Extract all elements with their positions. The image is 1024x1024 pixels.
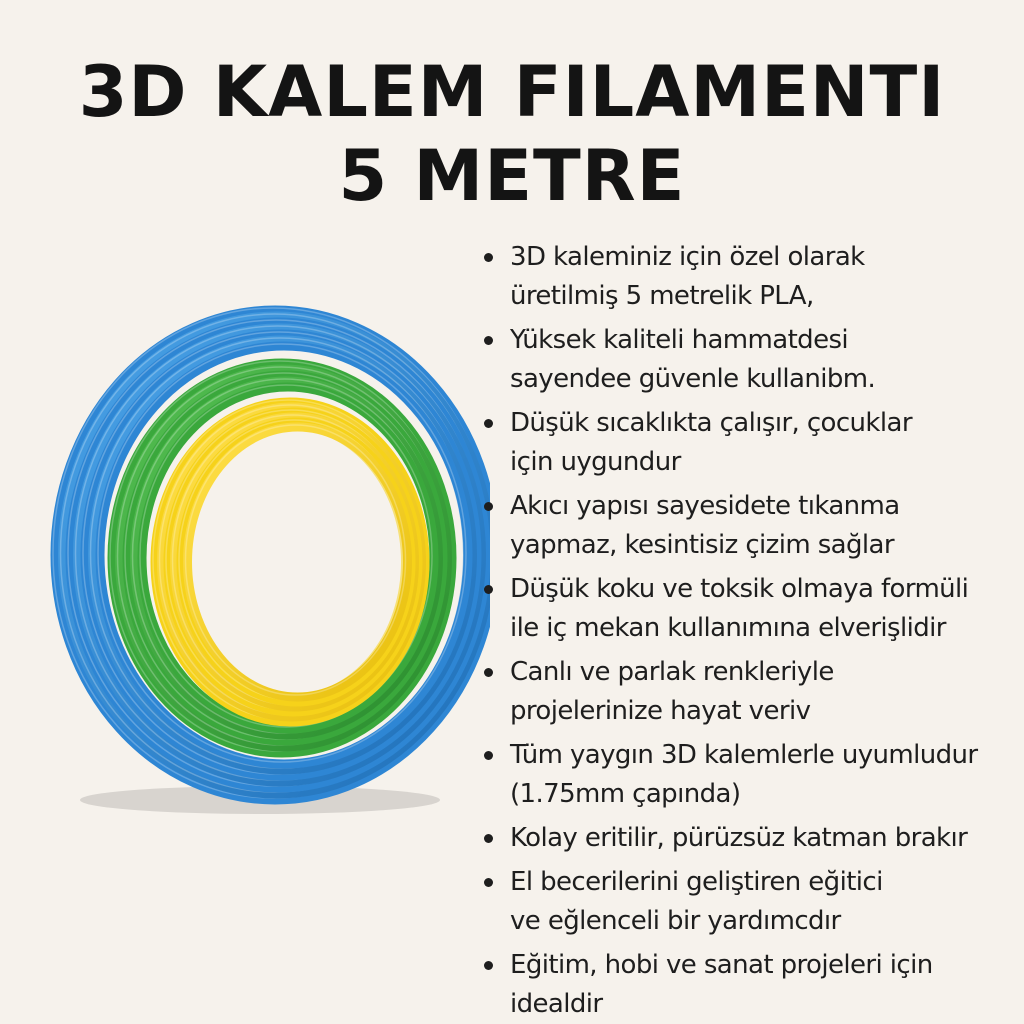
list-item (480, 487, 1020, 565)
bullet-icon (484, 585, 493, 594)
list-item-text: sayendee güvenle kullanibm. (510, 364, 876, 394)
list-item-text: üretilmiş 5 metrelik PLA, (510, 281, 814, 311)
bullet-icon (484, 253, 493, 262)
list-item (480, 863, 1020, 941)
list-item-text: ile iç mekan kullanımına elverişlidir (510, 613, 946, 643)
list-item-text: Akıcı yapısı sayesidete tıkanma (510, 491, 900, 521)
bullet-icon (484, 961, 493, 970)
list-item-text: ve eğlenceli bir yardımcdır (510, 906, 841, 936)
list-item-text: için uygundur (510, 447, 681, 477)
list-item (480, 946, 1020, 1024)
bullet-icon (484, 878, 493, 887)
list-item-text: projelerinize hayat veriv (510, 696, 811, 726)
list-item-text: Yüksek kaliteli hammatdesi (510, 325, 849, 355)
bullet-icon (484, 502, 493, 511)
list-item-text: El becerilerini geliştiren eğitici (510, 867, 883, 897)
list-item (480, 736, 1020, 814)
list-item (480, 238, 1020, 316)
list-item-text: Düşük sıcaklıkta çalışır, çocuklar (510, 408, 912, 438)
filament-coil-image (20, 300, 490, 820)
list-item (480, 653, 1020, 731)
list-item-text: Canlı ve parlak renkleriyle (510, 657, 834, 687)
list-item-text: yapmaz, kesintisiz çizim sağlar (510, 530, 894, 560)
list-item-text: idealdir (510, 989, 603, 1019)
page-title: 3D KALEM FILAMENTI (78, 51, 946, 133)
list-item-text: (1.75mm çapında) (510, 779, 741, 809)
list-item (480, 570, 1020, 648)
list-item-text: Tüm yaygın 3D kalemlerle uyumludur (510, 740, 978, 770)
bullet-icon (484, 336, 493, 345)
list-item-text: 3D kaleminiz için özel olarak (510, 242, 865, 272)
bullet-icon (484, 751, 493, 760)
list-item-text: Düşük koku ve toksik olmaya formüli (510, 574, 969, 604)
list-item (480, 404, 1020, 482)
bullet-icon (484, 668, 493, 677)
list-item-text: Eğitim, hobi ve sanat projeleri için (510, 950, 933, 980)
yellow-filament-strand (188, 427, 408, 697)
bullet-icon (484, 834, 493, 843)
bullet-icon (484, 419, 493, 428)
list-item (480, 819, 1020, 858)
feature-list (480, 238, 1020, 1024)
list-item-text: Kolay eritilir, pürüzsüz katman brakır (510, 823, 968, 853)
page-subtitle: 5 METRE (338, 135, 686, 217)
list-item (480, 321, 1020, 399)
